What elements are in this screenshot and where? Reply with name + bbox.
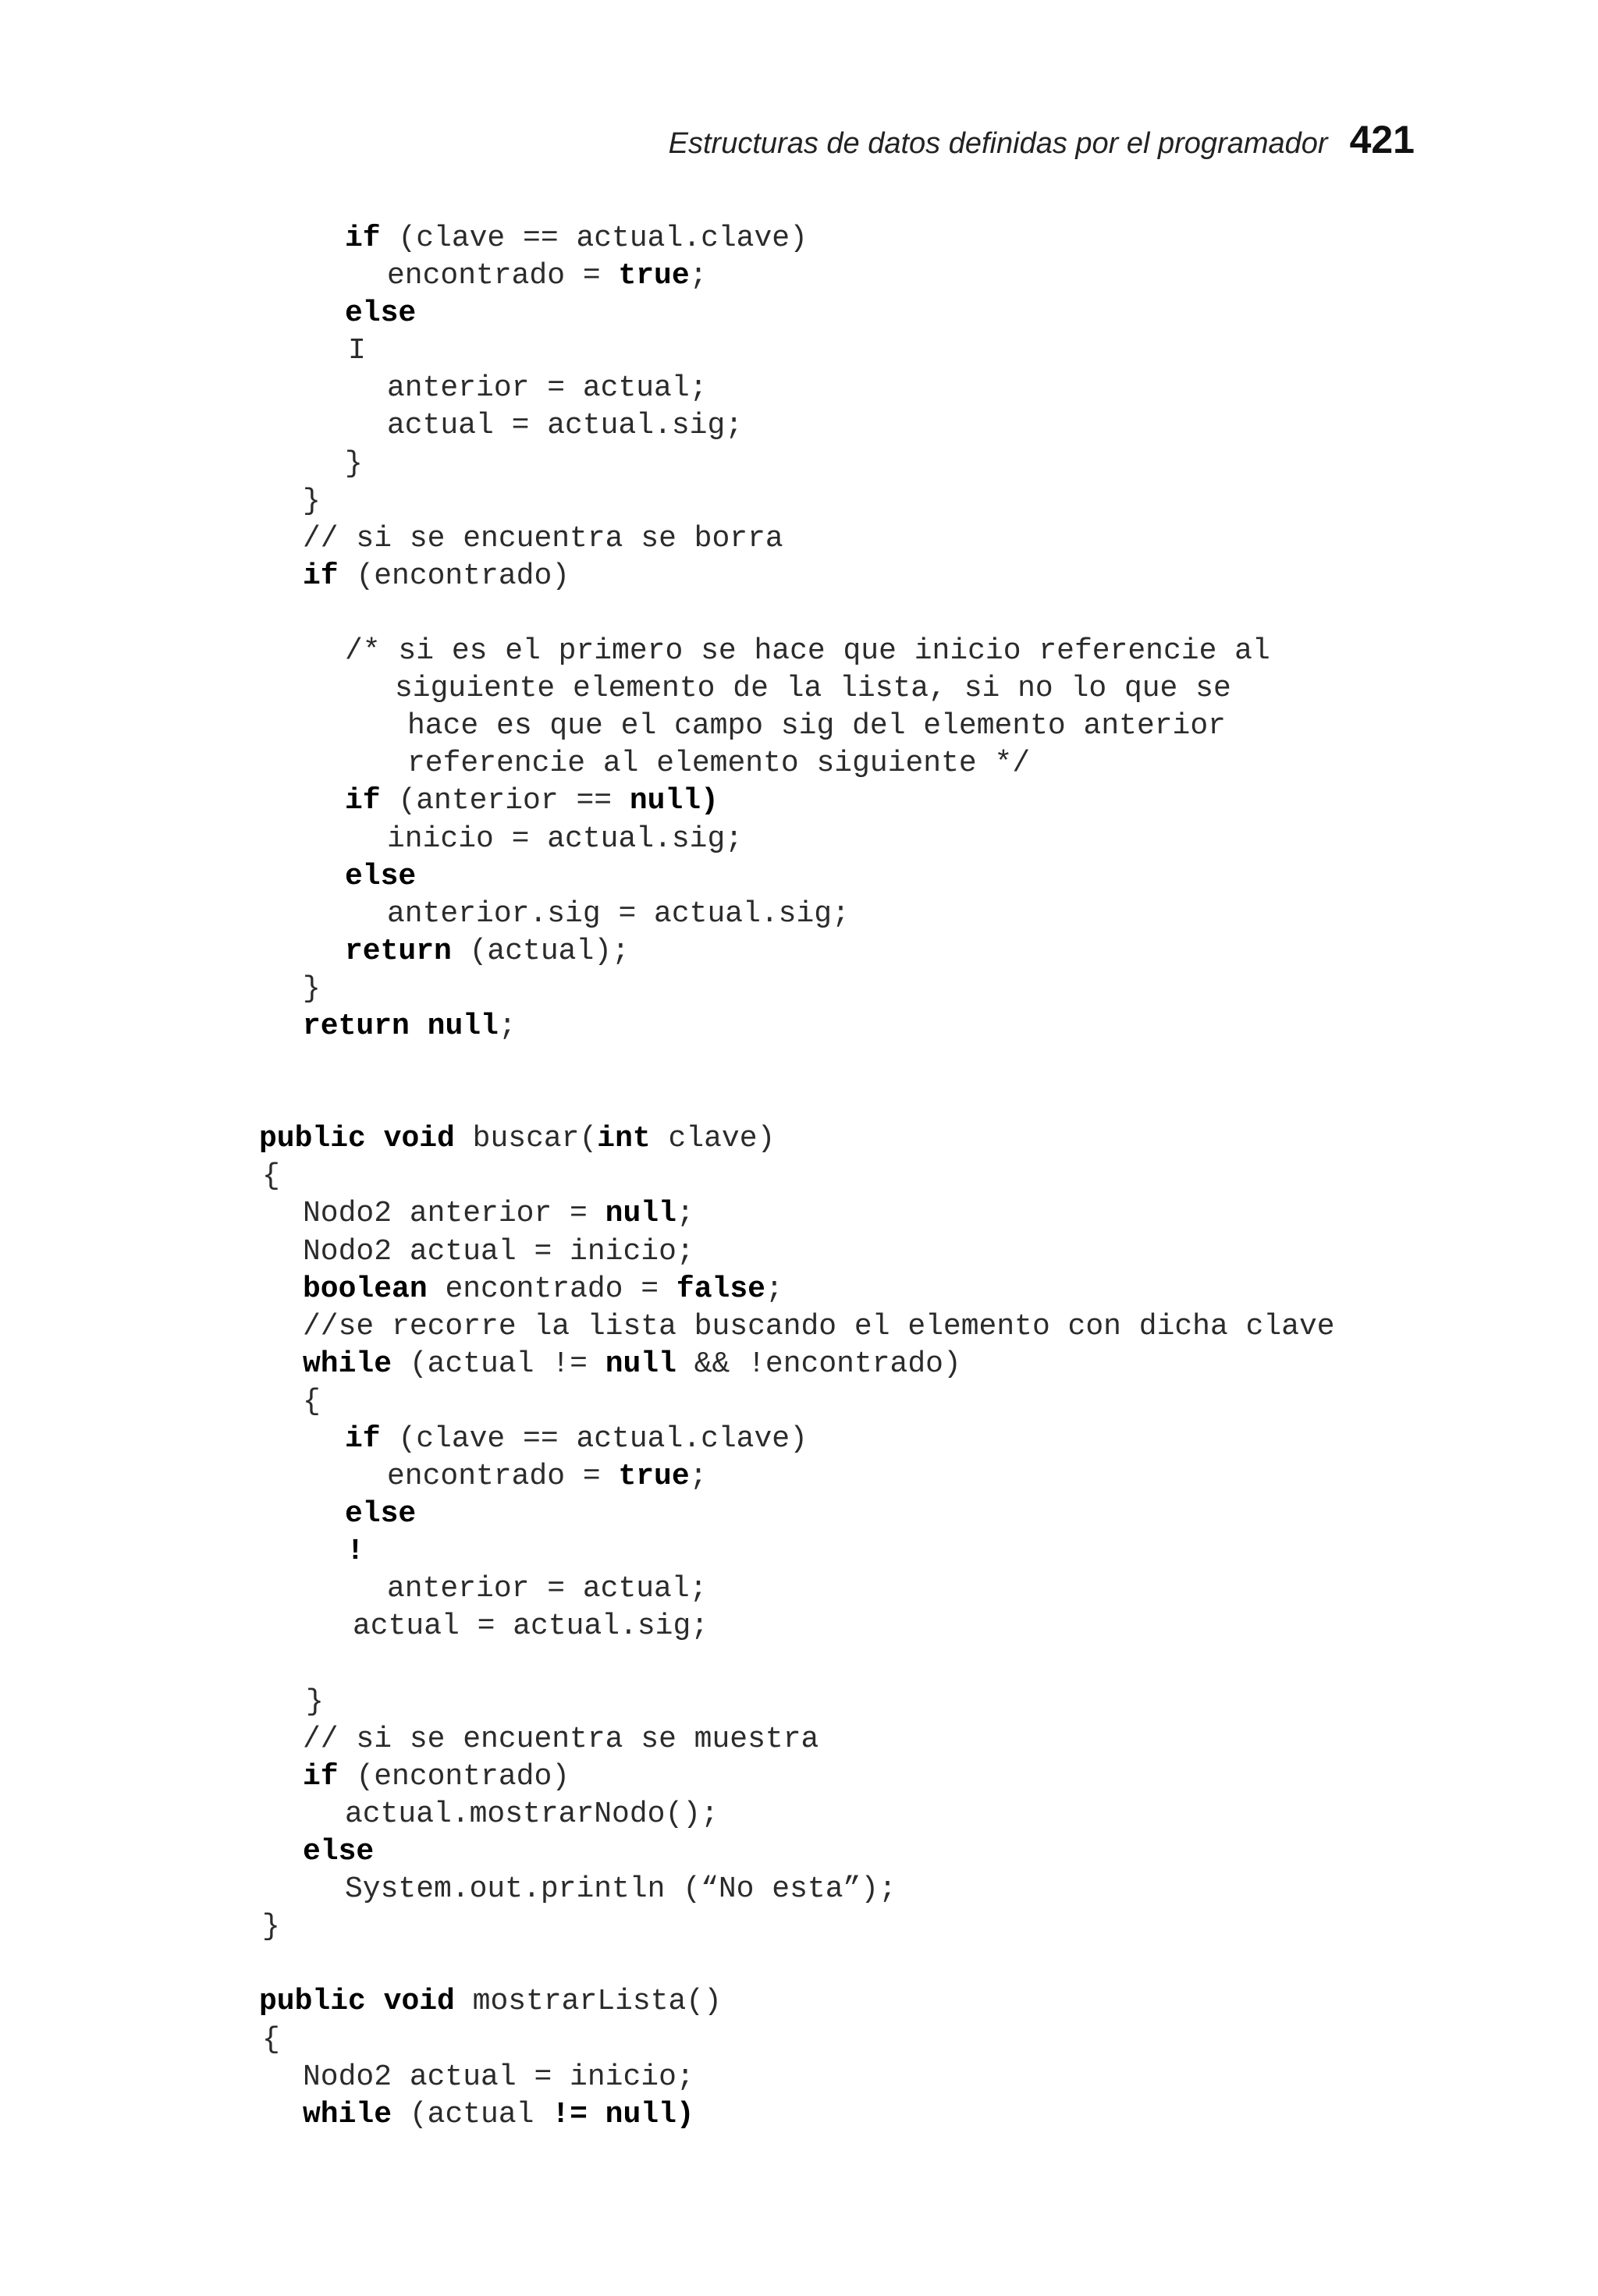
code-keyword: !: [346, 1535, 364, 1569]
code-line: [0, 896, 1598, 933]
code-line: [0, 971, 1598, 1008]
code-keyword: else: [303, 1835, 375, 1869]
code-line: [0, 1721, 1598, 1758]
code-line: [0, 708, 1598, 745]
code-keyword: else: [345, 296, 417, 331]
code-line: [0, 1533, 1598, 1570]
code-keyword: while: [303, 1347, 392, 1381]
code-text: encontrado =: [427, 1272, 676, 1306]
code-line: [0, 558, 1598, 595]
code-line: [0, 670, 1598, 708]
code-line: [0, 1421, 1598, 1458]
code-line: [0, 370, 1598, 407]
code-keyword: return: [303, 1009, 410, 1043]
code-text: clave): [650, 1122, 776, 1156]
code-line: [0, 1383, 1598, 1421]
code-line: [0, 1045, 1598, 1083]
code-text: mostrarLista(): [454, 1985, 722, 2019]
code-keyword: null: [605, 1347, 676, 1381]
code-line: [0, 1120, 1598, 1158]
code-line: [0, 1458, 1598, 1496]
code-text: inicio = actual.sig;: [387, 822, 744, 856]
code-line: [0, 1308, 1598, 1346]
code-text: [366, 1985, 384, 2018]
code-text: (encontrado): [338, 1759, 570, 1794]
code-text: {: [262, 1159, 280, 1194]
code-text: encontrado =: [387, 1460, 619, 1494]
code-line: [0, 858, 1598, 896]
code-text: encontrado =: [387, 259, 619, 293]
code-keyword: else: [345, 1497, 417, 1531]
code-keyword: null: [427, 1009, 499, 1043]
code-keyword: true: [618, 1460, 690, 1494]
code-line: [0, 1195, 1598, 1233]
code-line: [0, 257, 1598, 295]
page-number: 421: [1349, 118, 1415, 161]
code-text: anterior = actual;: [387, 371, 708, 406]
code-keyword: else: [345, 859, 417, 893]
code-line: [0, 295, 1598, 332]
code-line: [0, 1233, 1598, 1271]
code-text: //se recorre la lista buscando el elemento con dicha clave: [303, 1309, 1335, 1343]
code-text: I: [348, 334, 366, 368]
code-text: (anterior ==: [380, 784, 630, 818]
code-line: [0, 1158, 1598, 1195]
code-keyword: void: [383, 1122, 455, 1156]
code-line: [0, 220, 1598, 257]
code-text: /* si es el primero se hace que inicio referencie al: [345, 634, 1270, 669]
code-line: [0, 520, 1598, 558]
code-line: [0, 1496, 1598, 1533]
code-text: ;: [689, 259, 708, 293]
code-line: [0, 933, 1598, 971]
code-line: [0, 1346, 1598, 1383]
code-text: actual = actual.sig;: [353, 1609, 709, 1644]
code-keyword: return: [345, 934, 452, 968]
code-line: [0, 1608, 1598, 1645]
code-text: (clave == actual.clave): [380, 1422, 808, 1456]
code-text: // si se encuentra se muestra: [303, 1722, 819, 1756]
code-text: (actual !=: [392, 1347, 605, 1381]
code-keyword: boolean: [303, 1272, 428, 1306]
code-keyword: null: [605, 1197, 676, 1231]
code-keyword: void: [383, 1985, 455, 2019]
code-keyword: if: [345, 784, 381, 818]
code-line: [0, 445, 1598, 483]
code-keyword: if: [303, 559, 339, 593]
code-text: anterior.sig = actual.sig;: [387, 896, 850, 931]
code-keyword: public: [259, 1122, 366, 1156]
code-text: Nodo2 actual = inicio;: [303, 1234, 694, 1269]
code-line: [0, 1946, 1598, 1983]
code-keyword: false: [676, 1272, 765, 1306]
code-text: }: [303, 971, 321, 1006]
code-text: actual.mostrarNodo();: [345, 1797, 719, 1831]
code-text: ;: [689, 1460, 708, 1494]
code-text: Nodo2 actual = inicio;: [303, 2060, 694, 2094]
code-keyword: if: [303, 1759, 339, 1794]
code-line: [0, 1271, 1598, 1308]
code-text: ;: [498, 1009, 517, 1043]
code-line: [0, 1908, 1598, 1946]
code-text: referencie al elemento siguiente */: [407, 747, 1031, 781]
running-head: Estructuras de datos definidas por el programador: [668, 127, 1328, 160]
code-text: ;: [765, 1272, 783, 1306]
code-text: (actual);: [451, 934, 630, 968]
code-text: [366, 1122, 384, 1155]
code-keyword: while: [303, 2097, 392, 2131]
code-line: [0, 821, 1598, 858]
code-line: [0, 595, 1598, 633]
code-line: [0, 1008, 1598, 1045]
code-line: [0, 1684, 1598, 1721]
code-keyword: true: [618, 259, 690, 293]
code-text: }: [306, 1684, 324, 1719]
code-line: [0, 1083, 1598, 1120]
code-line: [0, 782, 1598, 820]
code-text: (actual: [392, 2097, 552, 2131]
code-text: // si se encuentra se borra: [303, 521, 783, 555]
code-text: buscar(: [454, 1122, 598, 1156]
page-header: [669, 117, 1415, 162]
code-text: siguiente elemento de la lista, si no lo que se: [395, 672, 1231, 706]
code-keyword: public: [259, 1985, 366, 2019]
code-text: (encontrado): [338, 559, 570, 593]
code-text: hace es que el campo sig del elemento anterior: [407, 709, 1226, 743]
code-keyword: != null): [552, 2097, 694, 2131]
code-text: }: [262, 1910, 280, 1944]
code-text: ;: [676, 1197, 694, 1231]
code-line: [0, 1758, 1598, 1796]
code-text: Nodo2 anterior =: [303, 1197, 605, 1231]
code-text: && !encontrado): [676, 1347, 961, 1381]
code-line: [0, 633, 1598, 670]
code-text: (clave == actual.clave): [380, 222, 808, 255]
code-line: [0, 2021, 1598, 2059]
code-line: [0, 1796, 1598, 1833]
code-line: [0, 1983, 1598, 2021]
code-line: [0, 1871, 1598, 1908]
code-text: {: [303, 1384, 321, 1418]
code-line: [0, 1646, 1598, 1684]
code-listing: [0, 220, 1598, 2134]
code-text: actual = actual.sig;: [387, 409, 744, 443]
code-line: [0, 1570, 1598, 1608]
code-line: [0, 332, 1598, 370]
code-keyword: if: [345, 222, 381, 255]
code-line: [0, 1833, 1598, 1871]
code-keyword: if: [345, 1422, 381, 1456]
code-keyword: null): [629, 784, 719, 818]
code-text: }: [345, 446, 363, 481]
code-text: anterior = actual;: [387, 1572, 708, 1606]
code-keyword: int: [597, 1122, 651, 1156]
code-text: System.out.println (“No esta”);: [345, 1872, 897, 1907]
code-line: [0, 483, 1598, 520]
code-text: [410, 1010, 428, 1043]
code-line: [0, 2096, 1598, 2134]
code-line: [0, 2059, 1598, 2096]
code-line: [0, 407, 1598, 445]
code-text: {: [262, 2022, 280, 2056]
code-text: }: [303, 484, 321, 518]
code-line: [0, 745, 1598, 782]
